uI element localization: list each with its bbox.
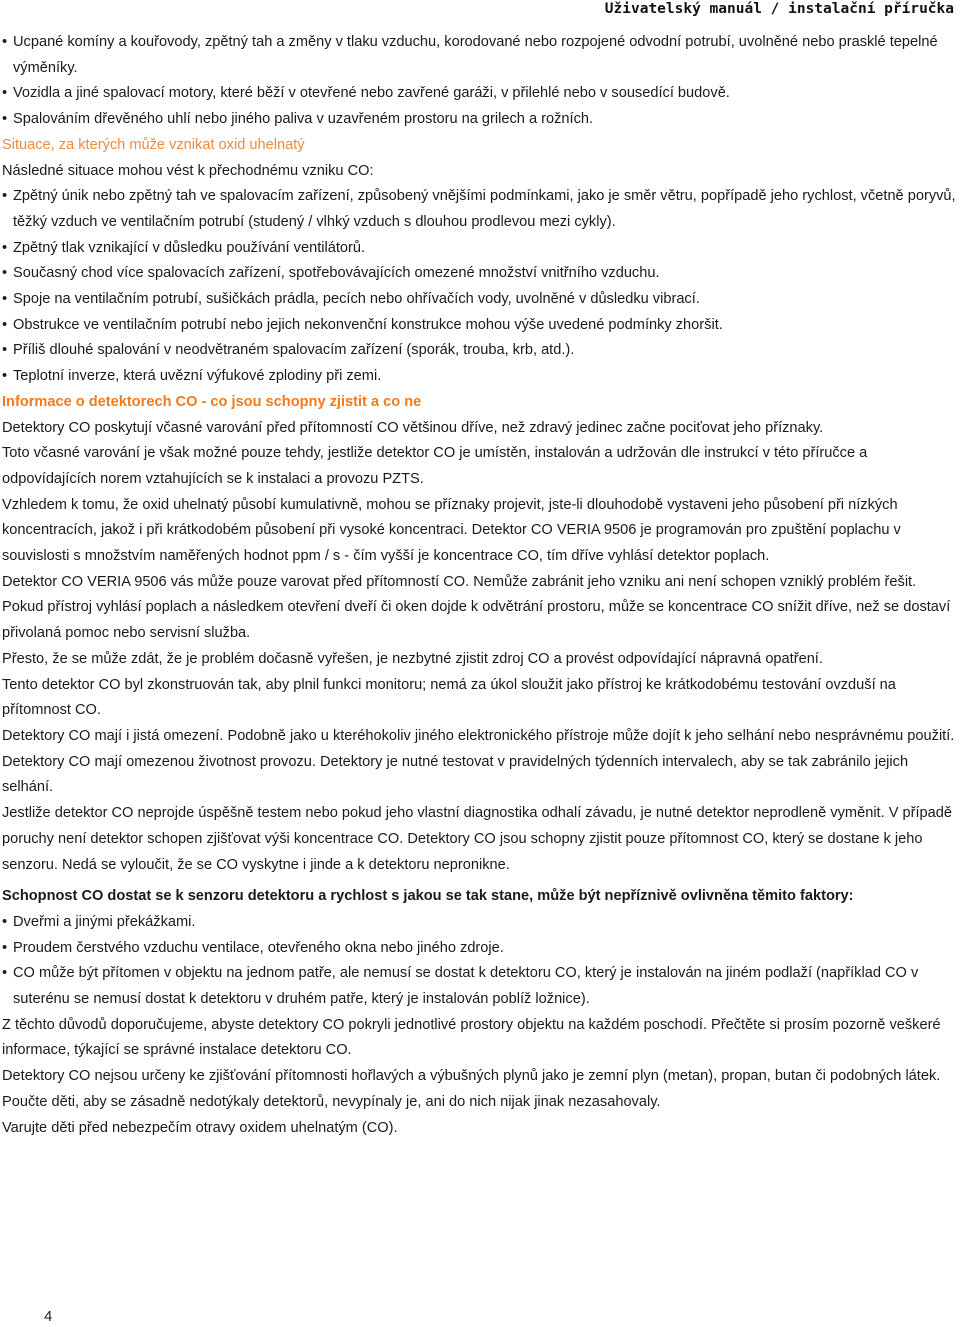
section-heading-co-situations: Situace, za kterých může vznikat oxid uhelnatý bbox=[2, 136, 305, 153]
paragraph: Detektory CO nejsou určeny ke zjišťování přítomnosti hořlavých a výbušných plynů jako je zemní plyn (metan), propan, butan či podobných látek. bbox=[2, 1068, 941, 1085]
list-item: • Ucpané komíny a kouřovody, zpětný tah a změny v tlaku vzduchu, korodované nebo rozpojené odvodní potrubí, uvolněné nebo prasklé tepelné výměníky. bbox=[2, 30, 958, 81]
list-item: • Příliš dlouhé spalování v neodvětraném spalovacím zařízení (sporák, trouba, krb, atd.). bbox=[2, 338, 958, 364]
list-item: • Současný chod více spalovacích zařízení, spotřebovávajících omezené množství vnitřního vzduchu. bbox=[2, 261, 958, 287]
list-item: • Teplotní inverze, která uvězní výfukové zplodiny při zemi. bbox=[2, 364, 958, 390]
paragraph: Varujte děti před nebezpečím otravy oxidem uhelnatým (CO). bbox=[2, 1119, 398, 1136]
paragraph: Detektor CO VERIA 9506 vás může pouze varovat před přítomností CO. Nemůže zabránit jeho vzniku ani není schopen vzniklý problém řešit. Pokud přístroj vyhlásí poplach a následkem otevření dveří či oken dojde k odvětrání prostoru, může se koncentrace CO snížit dříve, než se dostaví přivolaná pomoc nebo servisní služba. bbox=[2, 573, 951, 642]
list-item: • Spalováním dřevěného uhlí nebo jiného paliva v uzavřeném prostoru na grilech a rožních. bbox=[2, 107, 958, 133]
section-intro: Následné situace mohou vést k přechodnému vzniku CO: bbox=[2, 162, 374, 179]
list-item: • CO může být přítomen v objektu na jednom patře, ale nemusí se dostat k detektoru CO, který je instalován na jiném podlaží (například CO v suterénu se nemusí dostat k detektoru v druhém patře, který je instalován poblíž ložnice). bbox=[2, 961, 958, 1012]
paragraph: Toto včasné varování je však možné pouze tehdy, jestliže detektor CO je umístěn, instalován a udržován dle instrukcí v této příručce a odpovídajících norem vztahujících se k instalaci a provozu PZTS. bbox=[2, 445, 868, 487]
list-item: • Proudem čerstvého vzduchu ventilace, otevřeného okna nebo jiného zdroje. bbox=[2, 936, 958, 962]
paragraph: Jestliže detektor CO neprojde úspěšně testem nebo pokud jeho vlastní diagnostika odhalí závadu, je nutné detektor neprodleně vyměnit. V případě poruchy není detektor schopen zjišťovat výši koncentrace CO. Detektory CO jsou schopny zjistit pouze přítomnost CO, který se dostane k jeho senzoru. Nedá se vyloučit, že se CO vyskytne i jinde a k detektoru nepronikne. bbox=[2, 805, 953, 873]
paragraph: Poučte děti, aby se zásadně nedotýkaly detektorů, nevypínaly je, ani do nich nijak jinak nezasahovaly. bbox=[2, 1093, 661, 1110]
page-number: 4 bbox=[44, 1308, 53, 1325]
page-header-title: Uživatelský manuál / instalační příručka bbox=[604, 1, 954, 17]
list-item: • Vozidla a jiné spalovací motory, které běží v otevřené nebo zavřené garáži, v přilehlé nebo v sousedící budově. bbox=[2, 81, 958, 107]
list-item: • Zpětný tlak vznikající v důsledku používání ventilátorů. bbox=[2, 236, 958, 262]
paragraph: Tento detektor CO byl zkonstruován tak, aby plnil funkci monitoru; nemá za úkol sloužit jako přístroj ke krátkodobému testování ovzduší na přítomnost CO. bbox=[2, 676, 896, 719]
list-item: • Obstrukce ve ventilačním potrubí nebo jejich nekonvenční konstrukce mohou výše uvedené podmínky zhoršit. bbox=[2, 313, 958, 339]
list-item: • Spoje na ventilačním potrubí, sušičkách prádla, pecích nebo ohřívačích vody, uvolněné v důsledku vibrací. bbox=[2, 287, 958, 313]
list-item: • Dveřmi a jinými překážkami. bbox=[2, 910, 958, 936]
paragraph: Přesto, že se může zdát, že je problém dočasně vyřešen, je nezbytné zjistit zdroj CO a provést odpovídající nápravná opatření. bbox=[2, 650, 823, 667]
document-body bbox=[2, 30, 958, 1141]
paragraph: Detektory CO mají i jistá omezení. Podobně jako u kteréhokoliv jiného elektronického přístroje může dojít k jeho selhání nebo nesprávnému použití. Detektory CO mají omezenou životnost provozu. Detektory je nutné testovat v pravidelných týdenních intervalech, aby se tak zabránilo jejich selhání. bbox=[2, 727, 955, 796]
section-heading-detector-info: Informace o detektorech CO - co jsou schopny zjistit a co ne bbox=[2, 393, 422, 410]
paragraph: Z těchto důvodů doporučujeme, abyste detektory CO pokryli jednotlivé prostory objektu na každém poschodí. Přečtěte si prosím pozorně veškeré informace, týkající se správné instalace detektoru CO. bbox=[2, 1016, 941, 1059]
section-heading-sensor-factors: Schopnost CO dostat se k senzoru detektoru a rychlost s jakou se tak stane, může být nepříznivě ovlivněna těmito faktory: bbox=[2, 888, 854, 905]
paragraph: Detektory CO poskytují včasné varování před přítomností CO většinou dříve, než zdravý jedinec začne pociťovat jeho příznaky. bbox=[2, 419, 824, 436]
paragraph: Vzhledem k tomu, že oxid uhelnatý působí kumulativně, mohou se příznaky projevit, jste-li dlouhodobě vystaveni jeho působení při nízkých koncentracích, jakož i při krátkodobém působení při vysoké koncentraci. Detektor CO VERIA 9506 je programován pro zpuštění poplachu v souvislosti s množstvím naměřených hodnot ppm / s - čím vyšší je koncentrace CO, tím dříve vyhlásí detektor poplach. bbox=[2, 496, 901, 565]
list-item: • Zpětný únik nebo zpětný tah ve spalovacím zařízení, způsobený vnějšími podmínkami, jako je směr větru, popřípadě jeho rychlost, včetně poryvů, těžký vzduch ve ventilačním potrubí (studený / vlhký vzduch s dlouhou prodlevou mezi cykly). bbox=[2, 184, 958, 235]
